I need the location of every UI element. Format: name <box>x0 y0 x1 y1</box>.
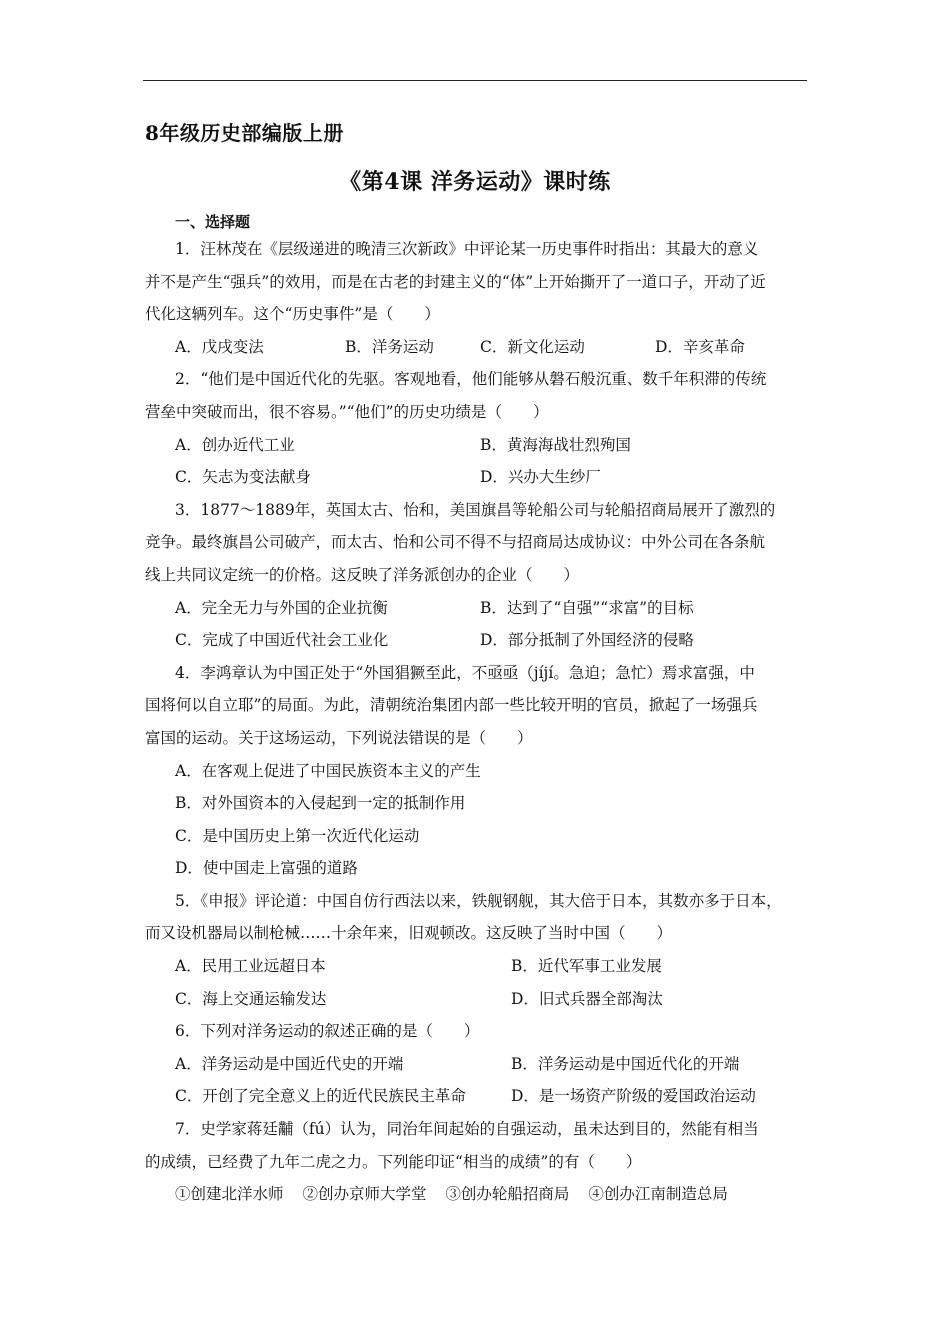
option-row <box>145 983 810 1016</box>
option-row <box>145 331 810 364</box>
question-6 <box>145 1015 810 1113</box>
option-c[interactable]: C．是中国历史上第一次近代化运动 <box>175 826 420 845</box>
list-item: ②创办京师大学堂 <box>302 1185 427 1204</box>
option-row <box>145 461 810 494</box>
question-text-line: 线上共同议定统一的价格。这反映了洋务派创办的企业（ ） <box>145 565 580 584</box>
option-b[interactable]: B．洋务运动是中国近代化的开端 <box>511 1054 740 1073</box>
list-item: ③创办轮船招商局 <box>445 1185 570 1204</box>
question-7 <box>145 1113 810 1211</box>
question-text-line: 营垒中突破而出，很不容易。”“他们”的历史功绩是（ ） <box>145 402 549 421</box>
question-text-line: 4．李鸿章认为中国正处于“外国猖獗至此，不亟亟（jíjí。急迫；急忙）焉求富强，中 <box>175 663 755 682</box>
option-a[interactable]: A．戊戌变法 <box>175 337 264 356</box>
question-2 <box>145 363 810 493</box>
list-item: ④创办江南制造总局 <box>588 1185 728 1204</box>
question-text-line: 的成绩，已经费了九年二虎之力。下列能印证“相当的成绩”的有（ ） <box>145 1152 642 1171</box>
question-text-line: 2．“他们是中国近代化的先驱。客观地看，他们能够从磐石般沉重、数千年积滞的传统 <box>175 370 767 389</box>
header-rule <box>143 80 807 81</box>
option-b[interactable]: B．洋务运动 <box>345 337 434 356</box>
option-c[interactable]: C．完成了中国近代社会工业化 <box>175 631 389 650</box>
grade-heading: 8年级历史部编版上册 <box>145 121 344 145</box>
section-heading: 一、选择题 <box>175 213 251 231</box>
option-c[interactable]: C．开创了完全意义上的近代民族民主革命 <box>175 1087 466 1106</box>
option-row <box>145 1080 810 1113</box>
option-b[interactable]: B．达到了“自强”“求富”的目标 <box>480 598 694 617</box>
option-b[interactable]: B．对外国资本的入侵起到一定的抵制作用 <box>175 794 466 813</box>
option-d[interactable]: D．辛亥革命 <box>655 337 745 356</box>
question-text-line: 富国的运动。关于这场运动，下列说法错误的是（ ） <box>145 728 533 747</box>
option-row <box>145 624 810 657</box>
question-4 <box>145 657 810 885</box>
option-d[interactable]: D．使中国走上富强的道路 <box>175 859 358 878</box>
option-row <box>145 429 810 462</box>
question-3 <box>145 494 810 657</box>
option-a[interactable]: A．民用工业远超日本 <box>175 957 326 976</box>
option-a[interactable]: A．洋务运动是中国近代史的开端 <box>175 1054 404 1073</box>
question-text-line: 3．1877～1889年，英国太古、怡和，美国旗昌等轮船公司与轮船招商局展开了激烈的 <box>175 500 776 519</box>
question-1 <box>145 233 810 363</box>
question-text-line: 7．史学家蒋廷黼（fú）认为，同治年间起始的自强运动，虽未达到目的，然能有相当 <box>175 1120 759 1139</box>
question-text-line: 而又设机器局以制枪械……十余年来，旧观顿改。这反映了当时中国（ ） <box>145 924 673 943</box>
numbered-items <box>145 1178 810 1211</box>
option-a[interactable]: A．在客观上促进了中国民族资本主义的产生 <box>175 761 481 780</box>
option-d[interactable]: D．是一场资产阶级的爱国政治运动 <box>511 1087 756 1106</box>
question-5 <box>145 885 810 1015</box>
option-c[interactable]: C．矢志为变法献身 <box>175 468 311 487</box>
option-row <box>145 592 810 625</box>
question-text-line: 5．《申报》评论道：中国自仿行西法以来，铁舰钢舰，其大倍于日本，其数亦多于日本， <box>175 891 782 910</box>
option-b[interactable]: B．近代军事工业发展 <box>511 957 662 976</box>
question-text-line: 1．汪林茂在《层级递进的晚清三次新政》中评论某一历史事件时指出：其最大的意义 <box>175 240 759 258</box>
list-item: ①创建北洋水师 <box>175 1185 284 1204</box>
option-d[interactable]: D．部分抵制了外国经济的侵略 <box>480 631 694 650</box>
option-a[interactable]: A．创办近代工业 <box>175 435 295 454</box>
option-row <box>145 950 810 983</box>
option-d[interactable]: D．兴办大生纱厂 <box>480 468 601 487</box>
question-text-line: 竞争。最终旗昌公司破产，而太古、怡和公司不得不与招商局达成协议：中外公司在各条航 <box>145 533 766 552</box>
option-row <box>145 1048 810 1081</box>
option-c[interactable]: C．新文化运动 <box>480 337 585 356</box>
question-text-line: 国将何以自立耶”的局面。为此，清朝统治集团内部一些比较开明的官员，掀起了一场强兵 <box>145 696 758 715</box>
question-text-line: 并不是产生“强兵”的效用，而是在古老的封建主义的“体”上开始撕开了一道口子，开动了近 <box>145 272 766 291</box>
option-b[interactable]: B．黄海海战壮烈殉国 <box>480 435 631 454</box>
option-c[interactable]: C．海上交通运输发达 <box>175 989 327 1008</box>
question-text-line: 代化这辆列车。这个“历史事件”是（ ） <box>145 305 440 324</box>
page-title: 《第4课 洋务运动》课时练 <box>339 169 611 195</box>
question-text-line: 6．下列对洋务运动的叙述正确的是（ ） <box>175 1022 480 1041</box>
question-list <box>145 233 810 1211</box>
option-a[interactable]: A．完全无力与外国的企业抗衡 <box>175 598 388 617</box>
option-d[interactable]: D．旧式兵器全部淘汰 <box>511 989 663 1008</box>
